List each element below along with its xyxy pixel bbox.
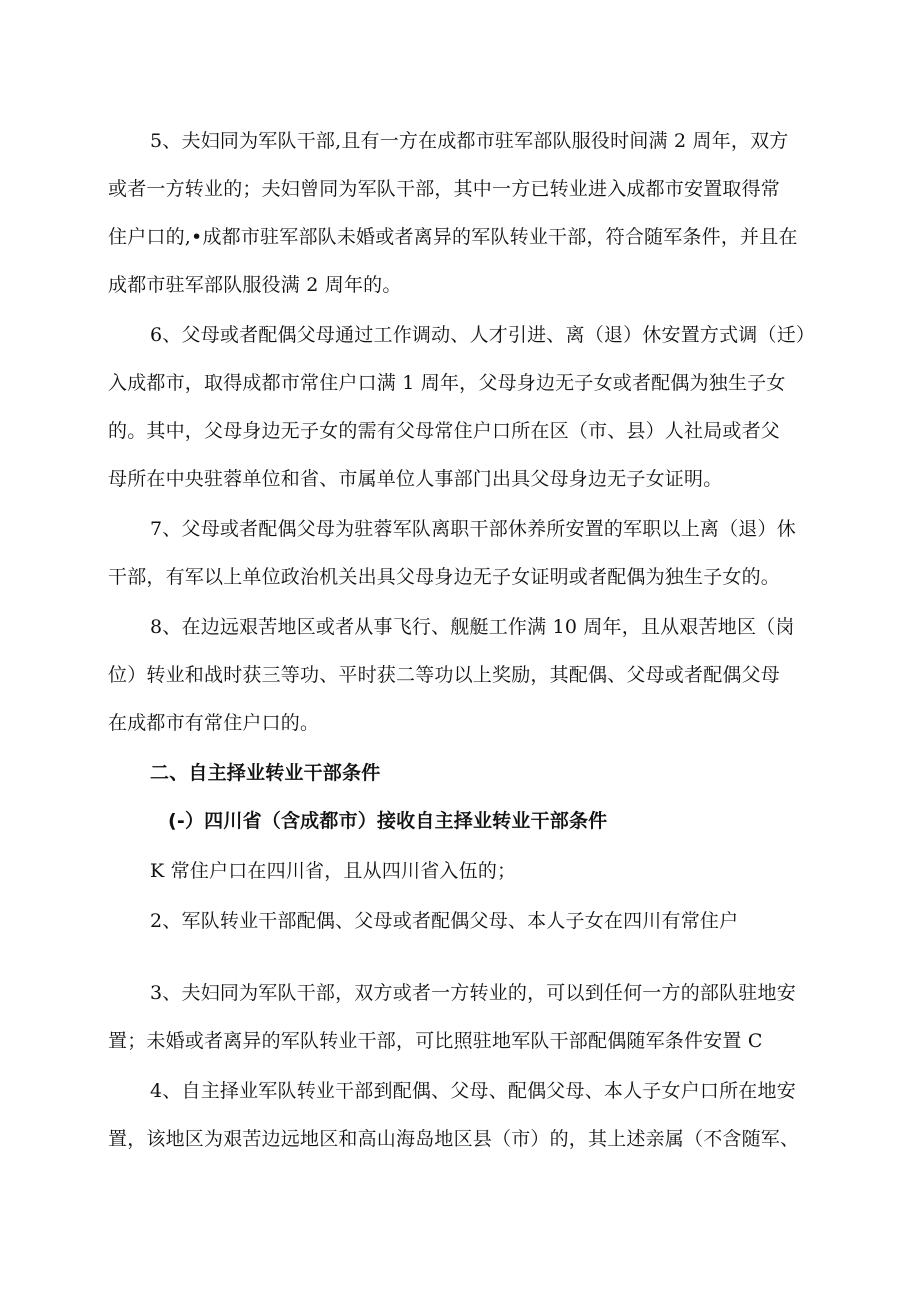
paragraph-6-line-3: 的。其中，父母身边无子女的需有父母常住户口所在区（市、县）人社局或者父 bbox=[108, 420, 781, 442]
paragraph-6-line-1: 6、父母或者配偶父母通过工作调动、人才引进、离（退）休安置方式调（迁） bbox=[150, 324, 816, 346]
condition-item-2: 2、军队转业干部配偶、父母或者配偶父母、本人子女在四川有常住户 bbox=[150, 910, 739, 932]
subsection-heading-1: (-）四川省（含成都市）接收自主择业转业干部条件 bbox=[168, 810, 608, 832]
paragraph-8-line-1: 8、在边远艰苦地区或者从事飞行、舰艇工作满 10 周年，且从艰苦地区（岗 bbox=[150, 616, 795, 638]
paragraph-5-line-2: 或者一方转业的；夫妇曾同为军队干部，其中一方已转业进入成都市安置取得常 bbox=[108, 178, 781, 200]
paragraph-7-line-1: 7、父母或者配偶父母为驻蓉军队离职干部休养所安置的军职以上离（退）休 bbox=[150, 518, 796, 540]
section-heading-2: 二、自主择业转业干部条件 bbox=[150, 762, 381, 784]
condition-item-4-line-2: 置，该地区为艰苦边远地区和高山海岛地区县（市）的，其上述亲属（不含随军、 bbox=[108, 1128, 800, 1150]
paragraph-8-line-3: 在成都市有常住户口的。 bbox=[108, 712, 320, 734]
paragraph-5-line-1: 5、夫妇同为军队干部,且有一方在成都市驻军部队服役时间满 2 周年，双方 bbox=[150, 130, 789, 152]
condition-item-4-line-1: 4、自主择业军队转业干部到配偶、父母、配偶父母、本人子女户口所在地安 bbox=[150, 1080, 796, 1102]
paragraph-8-line-2: 位）转业和战时获三等功、平时获二等功以上奖励，其配偶、父母或者配偶父母 bbox=[108, 664, 781, 686]
paragraph-6-line-2: 入成都市，取得成都市常住户口满 1 周年，父母身边无子女或者配偶为独生子女 bbox=[108, 372, 786, 394]
paragraph-6-line-4: 母所在中央驻蓉单位和省、市属单位人事部门出具父母身边无子女证明。 bbox=[108, 468, 723, 490]
paragraph-7-line-2: 干部，有军以上单位政治机关出具父母身边无子女证明或者配偶为独生子女的。 bbox=[108, 566, 781, 588]
condition-item-3-line-1: 3、夫妇同为军队干部，双方或者一方转业的，可以到任何一方的部队驻地安 bbox=[150, 982, 796, 1004]
condition-item-3-line-2: 置；未婚或者离异的军队转业干部，可比照驻地军队干部配偶随军条件安置 C bbox=[108, 1030, 763, 1052]
paragraph-5-line-4: 成都市驻军部队服役满 2 周年的。 bbox=[108, 274, 402, 296]
condition-item-1: K 常住户口在四川省，且从四川省入伍的； bbox=[150, 860, 517, 882]
paragraph-5-line-3: 住户口的,•成都市驻军部队未婚或者离异的军队转业干部，符合随军条件，并且在 bbox=[108, 226, 798, 248]
